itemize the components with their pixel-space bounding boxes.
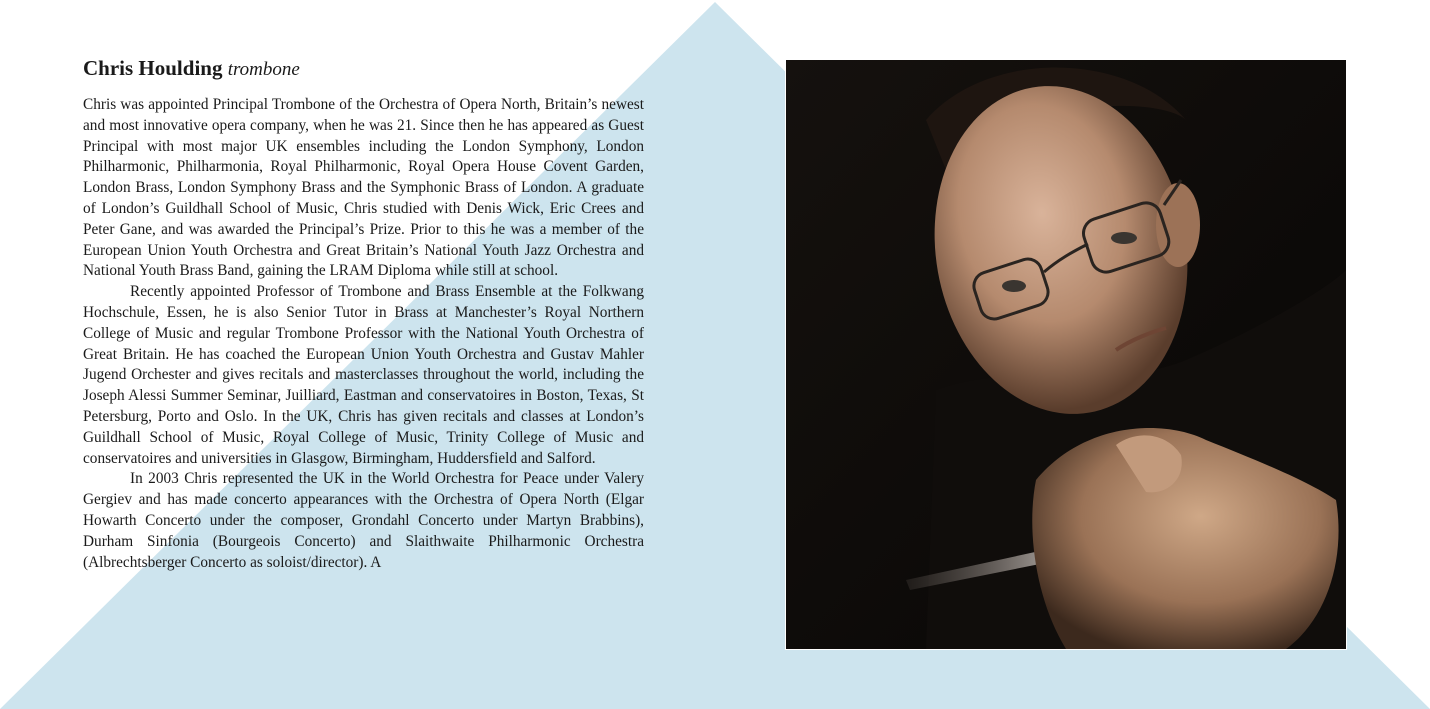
- bio-paragraph-2: Recently appointed Professor of Trombone and Brass Ensemble at the Folkwang Hochschule, Essen, he is also Senior Tutor in Brass at Manchester’s Royal Northern College of Music and regular Trombone Professor with the National Youth Orchestra of Great Britain. He has coached the European Union Youth Orchestra and Gustav Mahler Jugend Orchester and gives recitals and masterclasses throughout the world, including the Joseph Alessi Summer Seminar, Juilliard, Eastman and conservatoires in Boston, Texas, St Petersburg, Porto and Oslo. In the UK, Chris has given recitals and classes at London’s Guildhall School of Music, Royal College of Music, Trinity College of Music and conservatoires and universities in Glasgow, Birmingham, Huddersfield and Salford.: [83, 283, 644, 467]
- performer-name: Chris Houlding: [83, 56, 223, 80]
- bio-heading: [83, 54, 644, 84]
- bio-text-column: [83, 54, 644, 573]
- performer-portrait-photo: [786, 60, 1346, 649]
- performer-instrument: trombone: [227, 59, 300, 80]
- portrait-illustration: [786, 60, 1346, 649]
- bio-paragraph-3: In 2003 Chris represented the UK in the World Orchestra for Peace under Valery Gergiev and has made concerto appearances with the Orchestra of Opera North (Elgar Howarth Concerto under the composer, Grondahl Concerto under Martyn Brabbins), Durham Sinfonia (Bourgeois Concerto) and Slaithwaite Philharmonic Orchestra (Albrechtsberger Concerto as soloist/director). A: [83, 470, 644, 571]
- bio-paragraph-1: Chris was appointed Principal Trombone of the Orchestra of Opera North, Britain’s newest and most innovative opera company, when he was 21. Since then he has appeared as Guest Principal with most major UK ensembles including the London Symphony, London Philharmonic, Philharmonia, Royal Philharmonic, Royal Opera House Covent Garden, London Brass, London Symphony Brass and the Symphonic Brass of London. A graduate of London’s Guildhall School of Music, Chris studied with Denis Wick, Eric Crees and Peter Gane, and was awarded the Principal’s Prize. Prior to this he was a member of the European Union Youth Orchestra and Great Britain’s National Youth Jazz Orchestra and National Youth Brass Band, gaining the LRAM Diploma while still at school.: [83, 96, 644, 280]
